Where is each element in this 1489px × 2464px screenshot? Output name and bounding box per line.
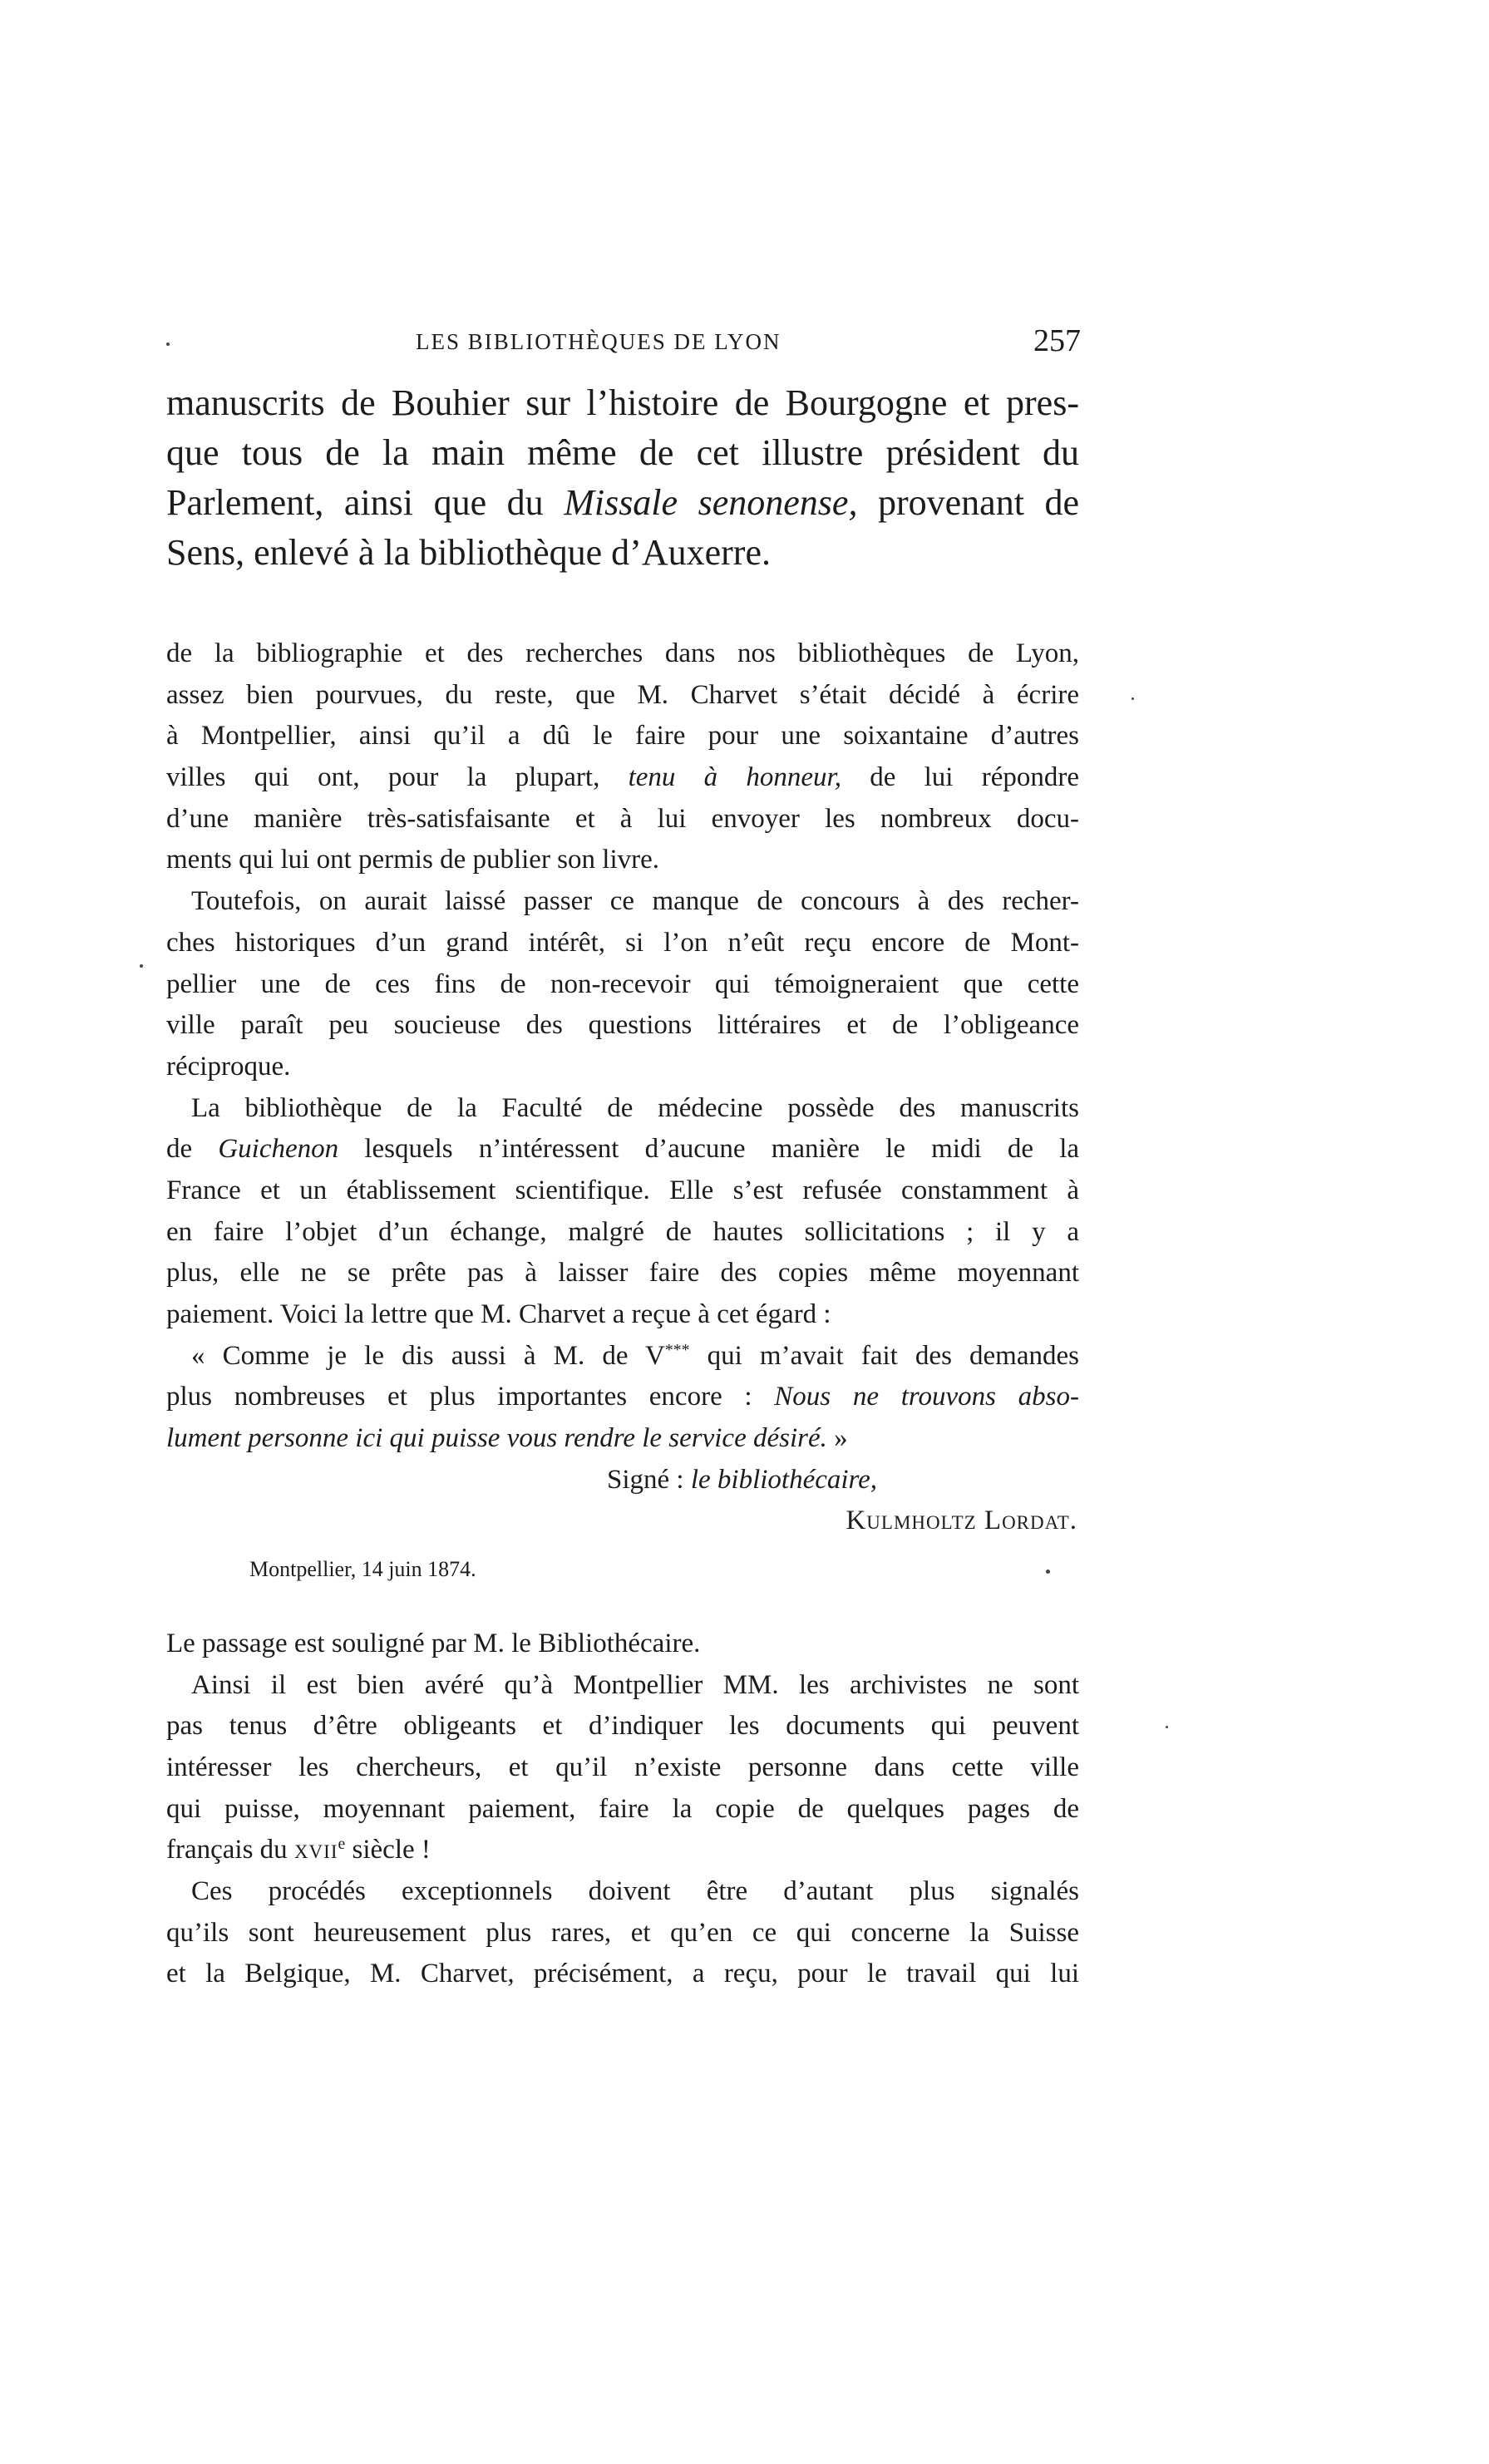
text-line [166,478,1079,528]
text-run: siècle ! [345,1835,431,1865]
text-line [166,757,1079,799]
text-line: pellier une de ces fins de non-recevoir qui témoigneraient que cette [166,968,1079,999]
superscript: *** [664,1340,690,1359]
text-line: ches historiques d’un grand intérêt, si l’on n’eût reçu encore de Mont- [166,927,1079,958]
superscript: e [338,1835,346,1854]
text-line: et la Belgique, M. Charvet, précisément, a reçu, pour le travail qui lui [166,1959,1079,1989]
text-line: La bibliothèque de la Faculté de médecine possède des manuscrits [191,1092,1079,1123]
book-title: Missale senonense, [564,482,858,523]
page-number: 257 [1033,323,1081,358]
text-line: en faire l’objet d’un échange, malgré de hautes sollicitations ; il y a [166,1216,1079,1247]
signature-name-line [166,1501,1079,1542]
text-line: qu’ils sont heureusement plus rares, et qu’en ce qui concerne la Suisse [166,1917,1079,1948]
scan-speck [140,964,143,968]
text-line: assez bien pourvues, du reste, que M. Charvet s’était décidé à écrire [166,679,1079,710]
text-line: de la bibliographie et des recherches dans nos bibliothèques de Lyon, [166,638,1079,668]
text-line: Ainsi il est bien avéré qu’à Montpellier MM. les archivistes ne sont [191,1669,1079,1700]
text-run: lesquels n’intéressent d’aucune manière le midi de la [338,1134,1079,1165]
text-line: Toutefois, on aurait laissé passer ce manque de concours à des recher- [191,886,1079,917]
text-line: Le passage est souligné par M. le Bibliothécaire. [166,1628,701,1658]
text-line: ments qui lui ont permis de publier son livre. [166,845,660,875]
scan-speck [166,342,170,346]
text-line: à Montpellier, ainsi qu’il a dû le faire pour une soixantaine d’autres [166,721,1079,752]
author-name: Guichenon [218,1134,339,1165]
text-run: français du [166,1835,294,1865]
text-run: Parlement, ainsi que du [166,482,565,523]
scan-speck [1046,1570,1050,1574]
text-line: plus, elle ne se prête pas à laisser faire des copies même moyennant [166,1258,1079,1289]
text-run: qui m’avait fait des demandes [689,1340,1079,1371]
text-line [166,1830,1079,1871]
scan-speck [1132,697,1134,700]
text-run: plus nombreuses et plus importantes encore : [166,1382,775,1412]
running-title: LES BIBLIOTHÈQUES DE LYON [416,329,781,354]
signature-line [166,1460,1079,1501]
text-line: d’une manière très-satisfaisante et à lui envoyer les nombreux docu- [166,803,1079,834]
text-line: manuscrits de Bouhier sur l’histoire de Bourgogne et pres- [166,382,1079,423]
lead-paragraph [166,378,1079,578]
quoted-text: lument personne ici qui puisse vous rendre le service désiré. [166,1423,827,1454]
quote-line [166,1377,1079,1418]
dateline: Montpellier, 14 juin 1874. [249,1557,476,1582]
text-run: de [166,1134,219,1165]
emphasis: tenu à honneur, [628,762,841,793]
text-line [166,1129,1079,1170]
century-numeral: xvii [293,1835,338,1865]
text-line: réciproque. [166,1051,291,1082]
text-line: paiement. Voici la lettre que M. Charvet a reçue à cet égard : [166,1299,831,1329]
scan-speck [1166,1726,1168,1728]
text-line: intéresser les chercheurs, et qu’il n’existe personne dans cette ville [166,1752,1079,1782]
quoted-text: Nous ne trouvons abso- [774,1382,1079,1412]
text-run: » [826,1423,848,1454]
text-run: « Comme je le dis aussi à M. de V [191,1340,665,1371]
text-run: provenant de [857,482,1080,523]
quote-line [166,1336,1079,1377]
text-run: de lui répondre [841,762,1079,793]
text-line: que tous de la main même de cet illustre président du [166,432,1079,473]
text-line: pas tenus d’être obligeants et d’indiquer les documents qui peuvent [166,1711,1079,1742]
signature-name: Kulmholtz Lordat. [846,1506,1077,1536]
signature-role: le bibliothécaire, [690,1464,878,1495]
text-line: qui puisse, moyennant paiement, faire la copie de quelques pages de [166,1793,1079,1824]
quote-line [166,1418,1079,1460]
text-line: France et un établissement scientifique. Elle s’est refusée constamment à [166,1175,1079,1205]
signature-label: Signé : [607,1464,691,1495]
body-text [166,633,1079,1995]
running-header [166,323,1081,364]
text-run: villes qui ont, pour la plupart, [166,762,629,793]
text-line: ville paraît peu soucieuse des questions littéraires et de l’obligeance [166,1010,1079,1041]
text-line: Ces procédés exceptionnels doivent être d’autant plus signalés [191,1875,1079,1906]
text-line: Sens, enlevé à la bibliothèque d’Auxerre. [166,532,771,573]
